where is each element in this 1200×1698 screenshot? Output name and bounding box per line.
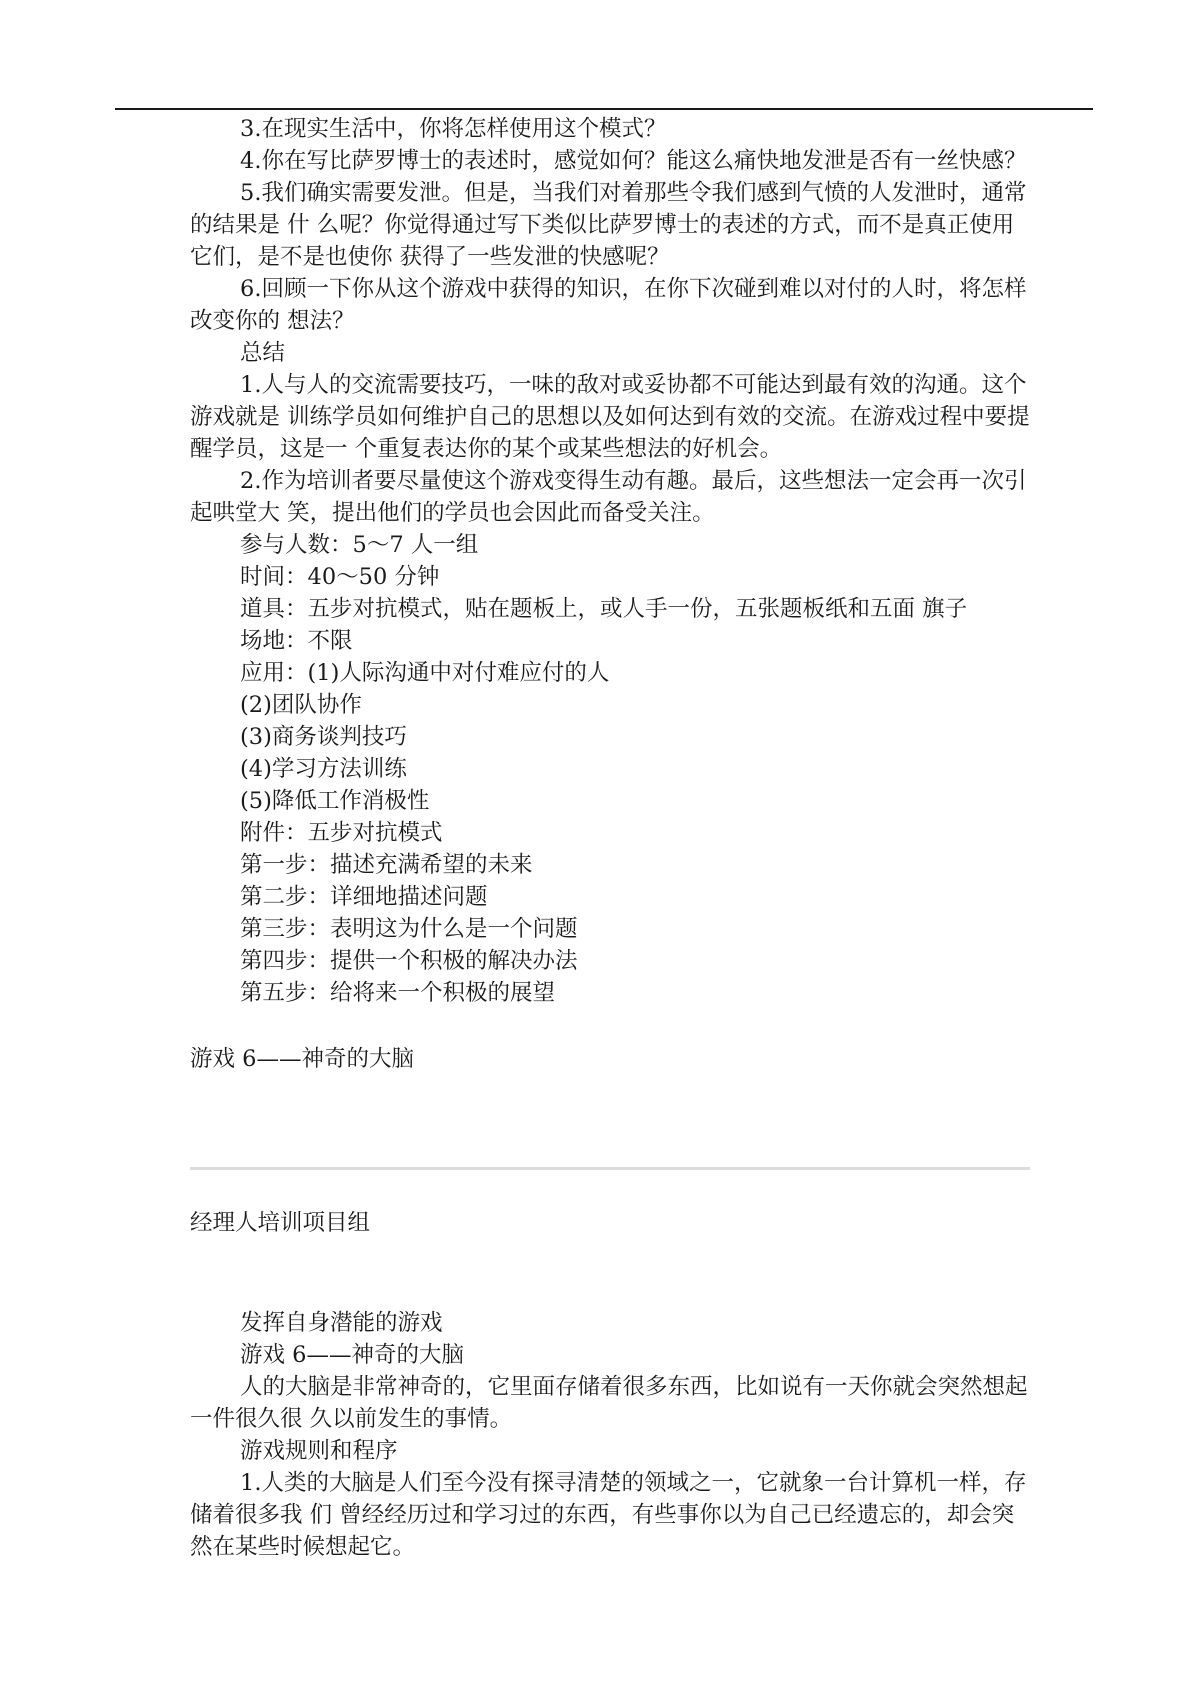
paragraph: 第三步：表明这为什么是一个问题: [240, 916, 578, 942]
paragraph: 第二步：详细地描述问题: [240, 884, 488, 910]
paragraph: (4)学习方法训练: [240, 756, 407, 782]
paragraph: 1.人类的大脑是人们至今没有探寻清楚的领域之一，它就象一台计算机一样，存储着很多我 们 曾经经历过和学习过的东西，有些事你以为自己已经遗忘的，却会突然在某些时候想起它。: [190, 1470, 1027, 1560]
paragraph: 人的大脑是非常神奇的，它里面存储着很多东西，比如说有一天你就会突然想起一件很久很 久以前发生的事情。: [190, 1374, 1028, 1432]
section-game6-intro: [190, 1307, 1030, 1563]
paragraph: 场地：不限: [240, 628, 353, 654]
paragraph: (3)商务谈判技巧: [240, 724, 407, 750]
paragraph: 游戏规则和程序: [240, 1438, 398, 1464]
paragraph: 应用：(1)人际沟通中对付难应付的人: [240, 660, 610, 686]
paragraph: 第五步：给将来一个积极的展望: [240, 980, 556, 1006]
paragraph: (2)团队协作: [240, 692, 362, 718]
paragraph: 道具：五步对抗模式，贴在题板上，或人手一份，五张题板纸和五面 旗子: [240, 596, 968, 622]
paragraph: 1.人与人的交流需要技巧，一味的敌对或妥协都不可能达到最有效的沟通。这个游戏就是 训练学员如何维护自己的思想以及如何达到有效的交流。在游戏过程中要提醒学员，这是一 个重复表达你的某个或某些想法的好机会。: [190, 372, 1030, 462]
paragraph: 游戏 6——神奇的大脑: [240, 1342, 464, 1368]
page-header: 经理人培训项目组: [190, 1210, 371, 1236]
page-divider: [190, 1167, 1030, 1170]
paragraph: 总结: [240, 340, 286, 366]
paragraph: 第一步：描述充满希望的未来: [240, 852, 533, 878]
top-rule: [115, 108, 1093, 110]
paragraph: 发挥自身潜能的游戏: [240, 1310, 443, 1336]
paragraph: 参与人数：5～7 人一组: [240, 532, 479, 558]
paragraph: 6.回顾一下你从这个游戏中获得的知识，在你下次碰到难以对付的人时，将怎样改变你的 想法？: [190, 276, 1027, 334]
paragraph: 4.你在写比萨罗博士的表述时，感觉如何？能这么痛快地发泄是否有一丝快感？: [240, 148, 1027, 174]
game6-title-line: [190, 1043, 1030, 1075]
paragraph: 时间：40～50 分钟: [240, 564, 440, 590]
paragraph: 3.在现实生活中，你将怎样使用这个模式？: [240, 116, 667, 142]
game6-title: 游戏 6——神奇的大脑: [190, 1046, 414, 1072]
paragraph: (5)降低工作消极性: [240, 788, 430, 814]
section-game5-conclusion: [190, 113, 1030, 1009]
paragraph: 第四步：提供一个积极的解决办法: [240, 948, 578, 974]
paragraph: 5.我们确实需要发泄。但是，当我们对着那些令我们感到气愤的人发泄时，通常的结果是 什 么呢？你觉得通过写下类似比萨罗博士的表述的方式，而不是真正使用它们，是不是也使你 获得了一些发泄的快感呢？: [190, 180, 1027, 270]
paragraph: 2.作为培训者要尽量使这个游戏变得生动有趣。最后，这些想法一定会再一次引起哄堂大 笑，提出他们的学员也会因此而备受关注。: [190, 468, 1027, 526]
paragraph: 附件：五步对抗模式: [240, 820, 443, 846]
